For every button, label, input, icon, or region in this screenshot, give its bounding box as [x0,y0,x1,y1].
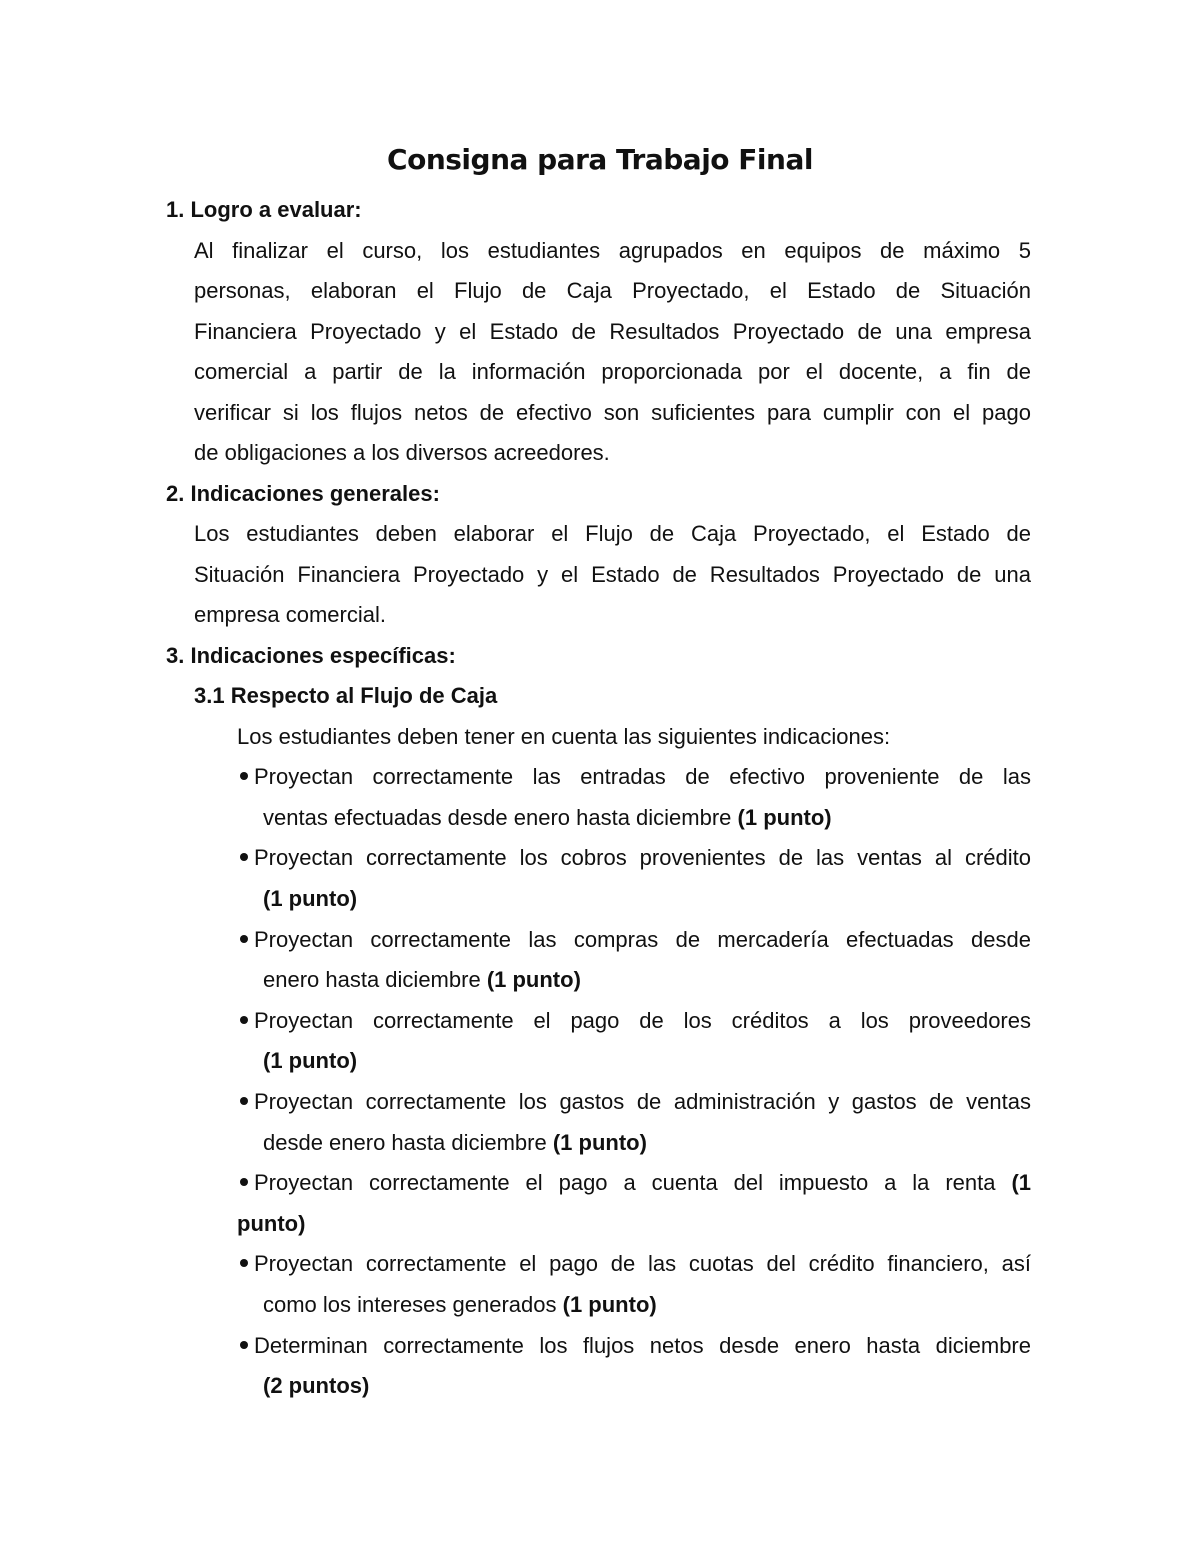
bullet-icon [240,1178,248,1186]
points-label: (1 punto) [552,1130,647,1155]
list-item-continuation: como los intereses generados (1 punto) [263,1292,657,1317]
list-item-continuation: enero hasta diciembre (1 punto) [263,967,581,992]
points-label: punto) [237,1211,306,1236]
list-item: Proyectan correctamente los gastos de administración y gastos de ventas [240,1088,1031,1116]
section-2-line: empresa comercial. [194,602,386,627]
bullet-icon [240,1016,248,1024]
bullet-icon [240,772,248,780]
bullet-icon [240,1341,248,1349]
points-label: (1 [1011,1170,1031,1195]
points-label: (1 punto) [263,886,358,911]
points-label: (2 puntos) [263,1373,370,1398]
section-1-line: Al finalizar el curso, los estudiantes agrupados en equipos de máximo 5 [194,238,1031,263]
bullet-icon [240,1259,248,1267]
list-item-continuation: ventas efectuadas desde enero hasta diciembre (1 punto) [263,805,832,830]
list-item: Proyectan correctamente el pago a cuenta del impuesto a la renta (1 [240,1169,1031,1197]
points-label: (1 punto) [737,805,832,830]
section-2-line: Situación Financiera Proyectado y el Estado de Resultados Proyectado de una [194,562,1031,587]
list-item-continuation: desde enero hasta diciembre (1 punto) [263,1130,647,1155]
section-1-line: de obligaciones a los diversos acreedores. [194,440,610,465]
section-1-line: comercial a partir de la información proporcionada por el docente, a fin de [194,359,1031,384]
section-1-line: personas, elaboran el Flujo de Caja Proyectado, el Estado de Situación [194,278,1031,303]
section-3-1-intro: Los estudiantes deben tener en cuenta las siguientes indicaciones: [237,724,891,749]
section-2-line: Los estudiantes deben elaborar el Flujo de Caja Proyectado, el Estado de [194,521,1031,546]
bullet-icon [240,1097,248,1105]
list-item: Proyectan correctamente los cobros provenientes de las ventas al crédito [240,844,1031,872]
section-3-heading: 3. Indicaciones específicas: [166,643,456,668]
list-item: Proyectan correctamente el pago de las cuotas del crédito financiero, así [240,1250,1031,1278]
list-item: Determinan correctamente los flujos netos desde enero hasta diciembre [240,1332,1031,1360]
section-3-1-subheading: 3.1 Respecto al Flujo de Caja [194,683,498,708]
bullet-icon [240,853,248,861]
points-label: (1 punto) [486,967,581,992]
section-2-heading: 2. Indicaciones generales: [166,481,440,506]
points-label: (1 punto) [263,1048,358,1073]
list-item: Proyectan correctamente las entradas de efectivo proveniente de las [240,763,1031,791]
section-1-heading: 1. Logro a evaluar: [166,197,362,222]
list-item: Proyectan correctamente el pago de los créditos a los proveedores [240,1007,1031,1035]
bullet-icon [240,935,248,943]
points-label: (1 punto) [562,1292,657,1317]
list-item: Proyectan correctamente las compras de mercadería efectuadas desde [240,926,1031,954]
section-1-line: Financiera Proyectado y el Estado de Resultados Proyectado de una empresa [194,319,1031,344]
document-title: Consigna para Trabajo Final [387,143,813,176]
section-1-line: verificar si los flujos netos de efectivo son suficientes para cumplir con el pago [194,400,1031,425]
